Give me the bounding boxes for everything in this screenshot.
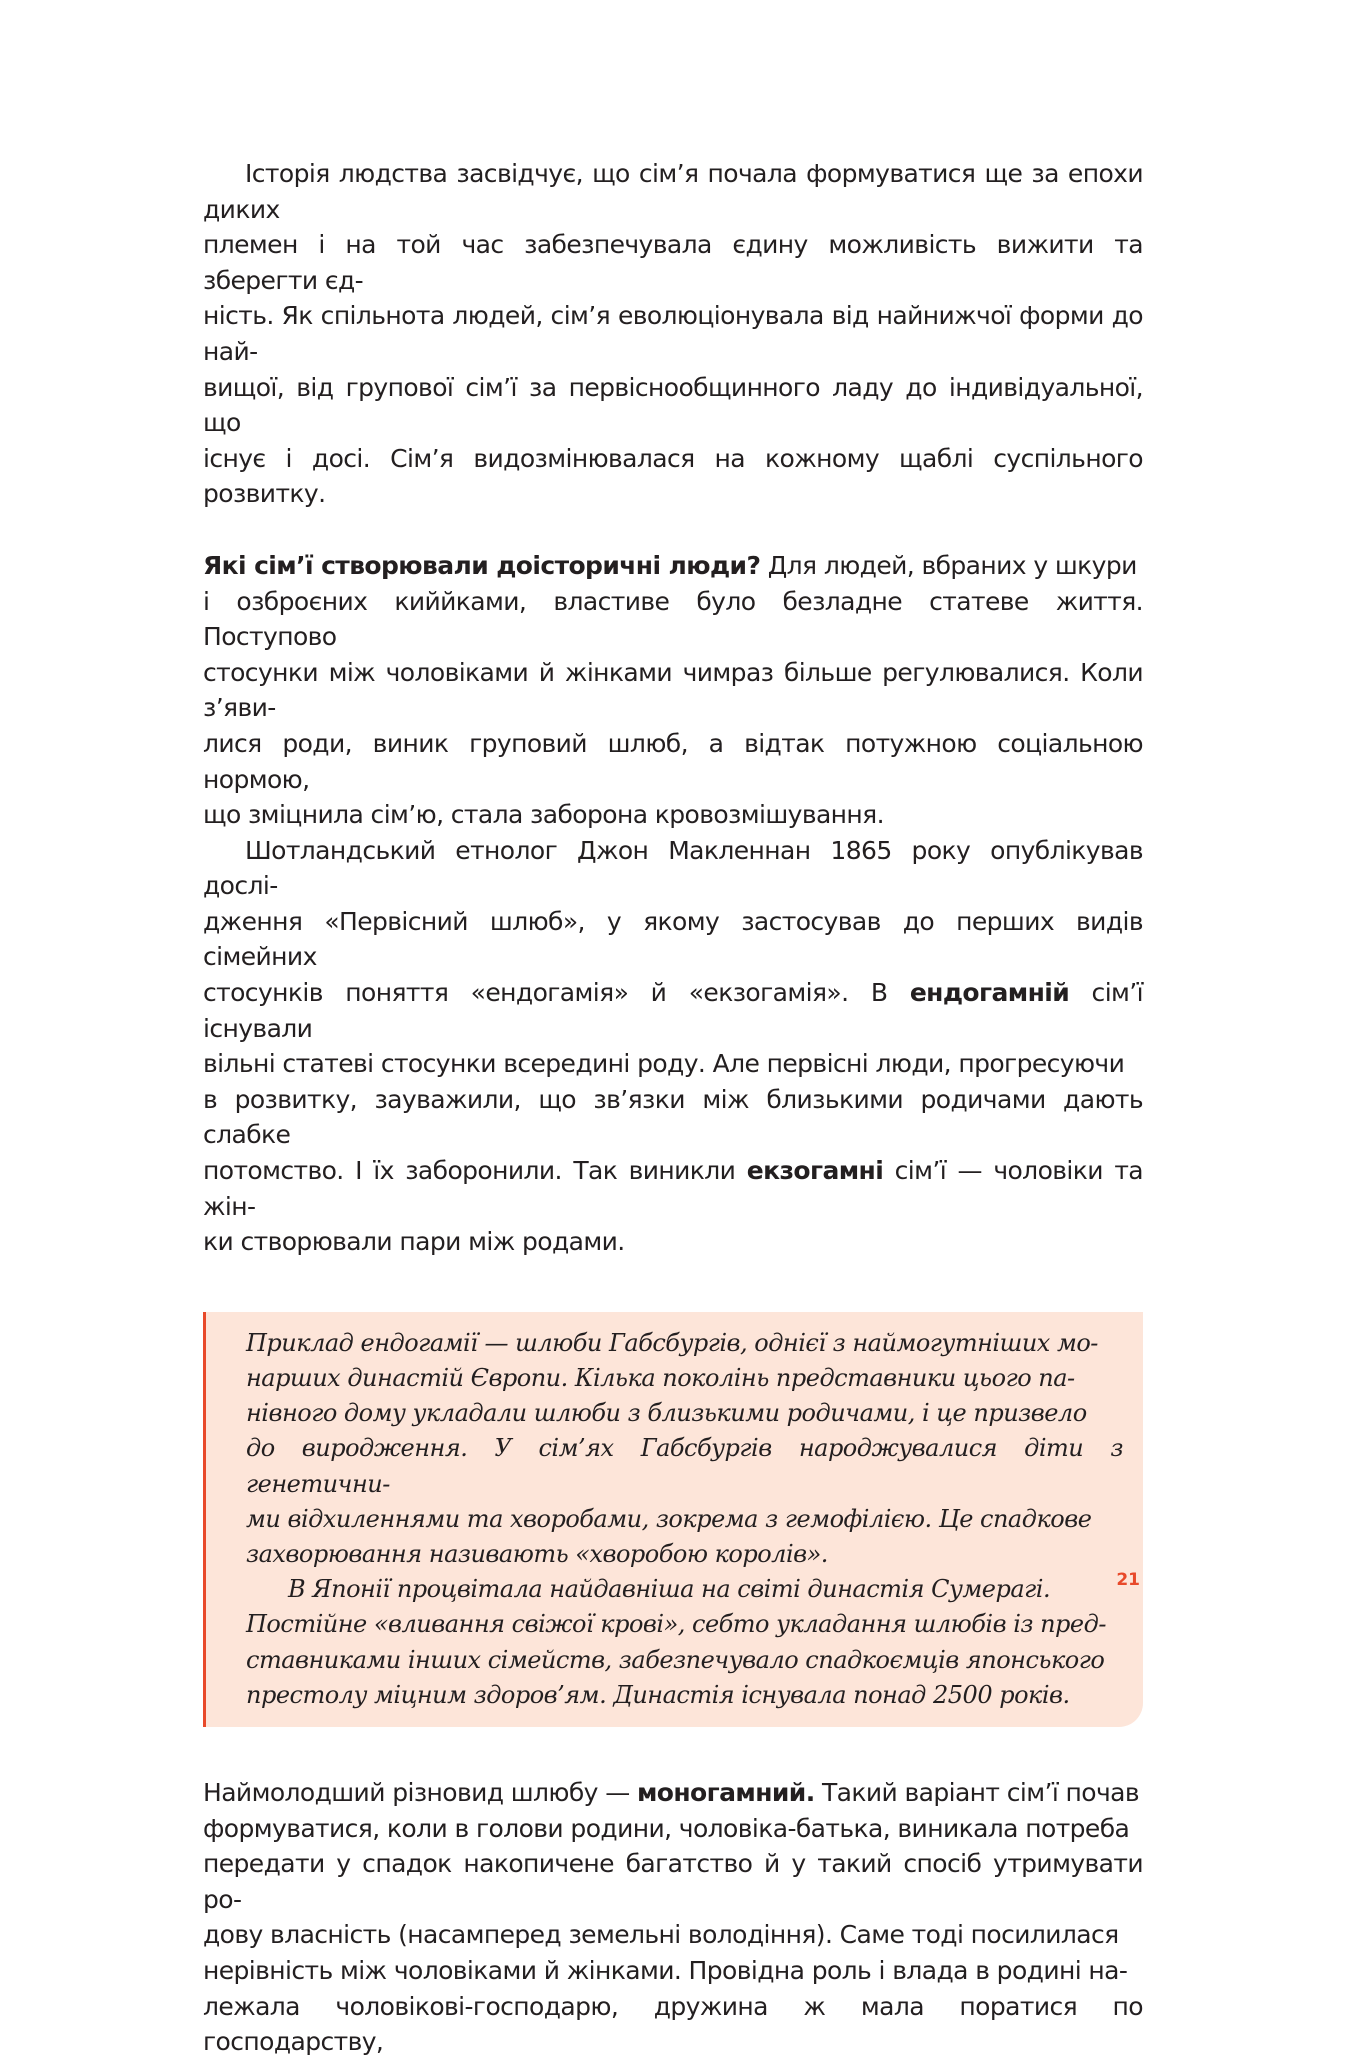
callout-box	[203, 1312, 1143, 1727]
page-number: 21	[1116, 1570, 1140, 1590]
page-content	[203, 156, 1143, 2060]
paragraph-history-text: Історія людства засвідчує, що сім’я почала формуватися ще за епохи диких племен і на той час забезпечувала єдину можливість вижити та зберегти єд- ність. Як спільнота людей, сім’я еволюціонувала від найнижчої форми до най- вищої, від групової сім’ї за первіснообщинного ладу до індивідуальної, що існує і досі. Сім’я видозмінювалася на кожному щаблі суспільного розвитку.	[203, 159, 1143, 509]
prehistoric-text: Для людей, вбраних у шкури і озброєних киййками, властиве було безладне статеве життя. Поступово стосунки між чоловіками й жінками чимраз більше регулювалися. Коли з’яви- лися роди, виник груповий шлюб, а відтак потужною соціальною нормою, що зміцнила сім’ю, стала заборона кровозмішування.	[203, 550, 1143, 830]
prehistoric-question: Які сім’ї створювали доісторичні люди?	[203, 550, 761, 580]
term-exogamous: екзогамні	[746, 1156, 884, 1186]
term-monogamous: моногамний.	[636, 1778, 815, 1808]
paragraph-prehistoric	[203, 548, 1143, 833]
monogamy-text-c: Такий варіант сім’ї почав формуватися, коли в голови родини, чоловіка-батька, виникала потреба передати у спадок накопичене багатство й у такий спосіб утримувати ро- дову власність (насамперед земельні володіння). Саме тоді посилилася нерівність між чоловіками й жінками. Провідна роль і влада в родині на- лежала чоловікові-господарю, дружина ж мала поратися по господарству,	[203, 1778, 1143, 2057]
mclennan-text-a: Шотландський етнолог Джон Макленнан 1865 року опублікував дослі- дження «Первісний шлюб», у якому застосував до перших видів сімейних стосунків поняття «ендогамія» й «екзогамія». В	[203, 835, 1143, 1008]
monogamy-text-a: Наймолодший різновид шлюбу —	[203, 1778, 637, 1808]
paragraph-monogamy	[203, 1775, 1143, 2060]
mclennan-text-c: сім’ї — чоловіки та жін- ки створювали пари між родами.	[203, 1156, 1143, 1257]
paragraph-mclennan	[203, 833, 1143, 1260]
callout-habsburgs	[246, 1326, 1123, 1572]
callout-japan-text: В Японії процвітала найдавніша на світі династія Сумерагі. Постійне «вливання свіжої крові», себто укладання шлюбів із пред- ставниками інших сімейств, забезпечувало спадкоємців японського престолу міцним здоров’ям. Династія існувала понад 2500 років.	[246, 1575, 1106, 1709]
mclennan-text-b: сім’ї існували вільні статеві стосунки всередині роду. Але первісні люди, прогресуючи в розвитку, зауважили, що зв’язки між близькими родичами дають слабке потомство. І їх заборонили. Так виникли	[203, 978, 1143, 1186]
callout-japan	[246, 1572, 1123, 1713]
term-endogamous: ендогамній	[909, 978, 1070, 1008]
callout-habsburgs-text: Приклад ендогамії — шлюби Габсбургів, однієї з наймогутніших мо- нарших династій Європи. Кілька поколінь представники цього па- нівного дому укладали шлюби з близькими родичами, і це призвело до виродження. У сім’ях Габсбургів народжувалися діти з генетични- ми відхиленнями та хворобами, зокрема з гемофілією. Це спадкове захворювання називають «хворобою королів».	[246, 1328, 1123, 1569]
paragraph-history	[203, 156, 1143, 512]
